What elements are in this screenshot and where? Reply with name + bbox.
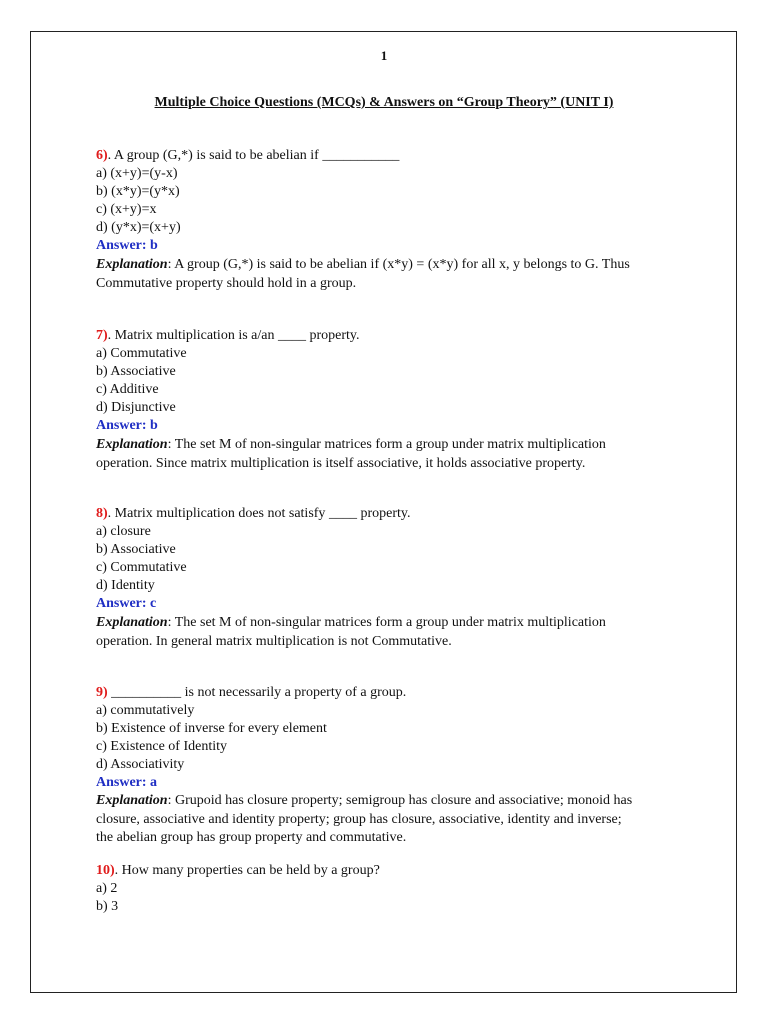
blank: ____: [328, 506, 357, 521]
question-stem: [96, 862, 666, 880]
document-title: Multiple Choice Questions (MCQs) & Answers on “Group Theory” (UNIT I): [154, 95, 614, 110]
explanation-line: operation. Since matrix multiplication is itself associative, it holds associative property.: [96, 456, 586, 472]
explanation-line: : The set M of non-singular matrices form a group under matrix multiplication: [167, 437, 606, 453]
question-number: 7): [96, 328, 108, 343]
option-b: b) Existence of inverse for every element: [96, 720, 327, 736]
option-b: b) Associative: [96, 363, 176, 379]
question-suffix: .: [107, 148, 112, 163]
question-stem: [96, 505, 666, 523]
question-text-after: is not necessarily a property of a group.: [181, 685, 407, 700]
option-a: a) (x+y)=(y-x): [96, 165, 178, 181]
option-a: a) commutatively: [96, 702, 195, 718]
option-d: d) (y*x)=(x+y): [96, 219, 181, 235]
explanation-line: : Grupoid has closure property; semigroup has closure and associative; monoid has: [167, 793, 633, 809]
answer: Answer: b: [96, 237, 158, 253]
question-text-after: property.: [305, 328, 360, 343]
question-number: 6): [96, 148, 108, 163]
question-stem: [96, 147, 666, 165]
question-suffix: .: [114, 863, 119, 878]
explanation-label: Explanation: [96, 793, 168, 809]
option-d: d) Identity: [96, 577, 155, 593]
question-stem: [96, 684, 666, 702]
explanation-line: operation. In general matrix multiplication is not Commutative.: [96, 634, 452, 650]
option-b: b) Associative: [96, 541, 176, 557]
option-a: a) closure: [96, 523, 151, 539]
explanation-line: Commutative property should hold in a group.: [96, 276, 357, 292]
option-c: c) Commutative: [96, 559, 187, 575]
question-9: [96, 684, 666, 848]
question-text: Matrix multiplication does not satisfy: [111, 506, 329, 521]
explanation-line: closure, associative and identity property; group has closure, associative, identity and inverse;: [96, 811, 622, 827]
option-d: d) Associativity: [96, 756, 185, 772]
option-c: c) (x+y)=x: [96, 201, 157, 217]
option-b: b) (x*y)=(y*x): [96, 183, 180, 199]
option-c: c) Existence of Identity: [96, 738, 228, 754]
option-a: a) 2: [96, 880, 118, 896]
question-suffix: .: [107, 506, 112, 521]
explanation-line: the abelian group has group property and commutative.: [96, 830, 407, 846]
answer: Answer: a: [96, 774, 158, 790]
explanation: [96, 255, 666, 293]
question-text: How many properties can be held by a group?: [118, 863, 380, 878]
explanation: [96, 435, 666, 473]
option-c: c) Additive: [96, 381, 159, 397]
answer: Answer: b: [96, 417, 158, 433]
option-a: a) Commutative: [96, 345, 187, 361]
question-7: [96, 327, 666, 473]
explanation-label: Explanation: [96, 437, 168, 453]
blank: ___________: [322, 148, 400, 163]
question-text-after: property.: [356, 506, 411, 521]
question-10: [96, 862, 666, 916]
explanation: [96, 613, 666, 651]
question-text: Matrix multiplication is a/an: [111, 328, 278, 343]
question-6: [96, 147, 666, 293]
question-number: 8): [96, 506, 108, 521]
blank: ____: [277, 328, 306, 343]
answer: Answer: c: [96, 595, 157, 611]
explanation-label: Explanation: [96, 615, 168, 631]
option-b: b) 3: [96, 898, 119, 914]
question-stem: [96, 327, 666, 345]
question-number: 10): [96, 863, 115, 878]
explanation-label: Explanation: [96, 257, 168, 273]
page-number: 1: [380, 48, 388, 63]
blank: __________: [111, 685, 182, 700]
question-suffix: .: [107, 328, 112, 343]
explanation-line: : The set M of non-singular matrices form a group under matrix multiplication: [167, 615, 606, 631]
explanation-line: : A group (G,*) is said to be abelian if (x*y) = (x*y) for all x, y belongs to G. Thus: [167, 257, 630, 273]
explanation: [96, 792, 666, 848]
option-d: d) Disjunctive: [96, 399, 176, 415]
question-8: [96, 505, 666, 651]
question-number: 9): [96, 685, 108, 700]
question-text: A group (G,*) is said to be abelian if: [111, 148, 323, 163]
